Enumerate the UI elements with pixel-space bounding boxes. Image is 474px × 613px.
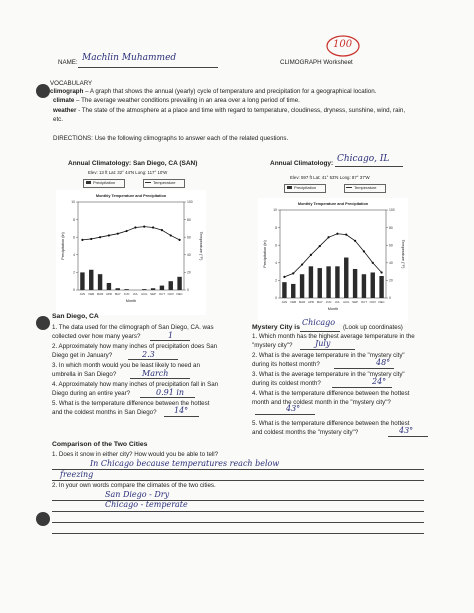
sd-q3-line1: 3. In which month would you be least likely to need an	[52, 362, 200, 369]
mc-q1-line1: 1. Which month has the highest average temperature in the	[252, 333, 415, 340]
y-tick-label: 8	[275, 225, 277, 230]
sd-a4: 0.91 in	[156, 388, 185, 397]
mc-a4: 43°	[286, 404, 301, 413]
precip-bar	[353, 269, 357, 298]
x-tick-label: MAR	[298, 300, 306, 304]
mc-q4-line2: month and the coldest month in the "mystery city"?	[252, 399, 391, 406]
vocab-climograph	[50, 88, 376, 96]
left-chart-title: Annual Climatology: San Diego, CA (SAN)	[68, 160, 198, 167]
vocabulary-heading: VOCABULARY	[50, 80, 93, 87]
directions: DIRECTIONS: Use the following climographs to answer each of the related questions.	[53, 135, 289, 142]
precip-bar	[318, 268, 322, 298]
temperature-point	[319, 245, 321, 247]
legend-temp-swatch	[145, 182, 151, 183]
x-tick-label: SEP	[352, 300, 358, 304]
hole-punch-middle	[36, 316, 50, 330]
temperature-point	[178, 239, 180, 241]
temperature-point	[161, 229, 163, 231]
comp-a2-line2-text: Chicago - temperate	[105, 500, 188, 509]
worksheet-title: CLIMOGRAPH Worksheet	[280, 59, 353, 66]
sd-a1: 1	[168, 331, 174, 340]
x-tick-label: MAY	[316, 300, 323, 304]
temperature-point	[363, 250, 365, 252]
temperature-point	[380, 271, 382, 273]
mc-a1: July	[315, 339, 331, 348]
sd-q5-line1: 5. What is the temperature difference between the hottest	[52, 400, 210, 407]
temperature-point	[81, 239, 83, 241]
temperature-point	[354, 240, 356, 242]
precip-bar	[160, 286, 164, 290]
x-tick-label: OCT	[360, 300, 367, 304]
x-axis-label: Month	[125, 299, 137, 303]
y-axis-label: Precipitation (in)	[61, 232, 65, 260]
y2-tick-label: 40	[389, 261, 393, 265]
climograph-definition: – A graph that shows the annual (yearly) cycle of temperature and precipitation for a geographical location.	[83, 88, 377, 95]
x-axis-label: Month	[327, 307, 339, 311]
mystery-heading: Mystery City is	[252, 324, 300, 331]
x-tick-label: APR	[307, 300, 314, 304]
mc-a2: 48°	[376, 358, 391, 367]
precip-bar	[326, 266, 330, 298]
chart-subtitle: Monthly Temperature and Precipitation	[95, 194, 167, 198]
precip-bar	[291, 284, 295, 298]
sd-q2-line2: Diego get in January?	[52, 352, 113, 359]
left-chart-legend	[83, 179, 193, 187]
legend-precip-label: Precipitation	[93, 180, 116, 185]
sd-q1-line1: 1. The data used for the climograph of San Diego, CA. was	[52, 324, 214, 331]
temperature-point	[143, 226, 145, 228]
temperature-point	[345, 234, 347, 236]
x-tick-label: MAY	[114, 292, 121, 296]
x-tick-label: NOV	[167, 292, 174, 296]
precip-bar	[124, 289, 128, 290]
x-tick-label: FEB	[88, 292, 95, 296]
temperature-point	[90, 238, 92, 240]
temperature-point	[125, 230, 127, 232]
precip-bar	[89, 270, 93, 290]
temperature-point	[99, 236, 101, 238]
legend-temp-label: Temperature	[153, 180, 176, 185]
mc-a3-line	[332, 387, 392, 388]
precip-bar	[300, 274, 304, 298]
temperature-point	[301, 263, 303, 265]
sd-q5-line2: and the coldest months in San Diego?	[52, 409, 157, 416]
left-climograph	[56, 190, 206, 315]
precip-bar	[80, 272, 84, 290]
y-axis-label: Precipitation (in)	[263, 240, 267, 268]
x-tick-label: APR	[105, 292, 112, 296]
legend-temp-label: Temperature	[354, 185, 377, 190]
temperature-point	[283, 276, 285, 278]
climate-term: climate	[53, 97, 75, 104]
x-tick-label: DEC	[378, 300, 385, 304]
right-chart-city: Chicago, IL	[337, 154, 390, 164]
precip-bar	[344, 258, 348, 298]
sd-q1-line2: collected over how many years?	[52, 333, 141, 340]
weather-definition: - The state of the atmosphere at a place and time with regard to temperature, cloudiness, dryness, sunshine, wind, rain,	[76, 107, 406, 114]
sd-q2-line1: 2. Approximately how many inches of precipitation does San	[52, 343, 218, 350]
x-tick-label: DEC	[176, 292, 183, 296]
y2-axis-label: Temperature (°F)	[401, 239, 405, 269]
y-tick-label: 8	[73, 217, 75, 222]
y2-tick-label: 60	[389, 243, 393, 248]
temperature-point	[108, 234, 110, 236]
y-tick-label: 4	[73, 253, 75, 257]
score-value: 100	[333, 39, 353, 50]
climograph-term: climograph	[50, 88, 84, 95]
sd-q3-line2: umbrella in San Diego?	[52, 371, 117, 378]
name-underline	[78, 67, 218, 68]
comp-a1-line2-text: freezing	[60, 470, 94, 479]
chart-subtitle: Monthly Temperature and Precipitation	[297, 202, 369, 206]
legend-precip-swatch	[86, 181, 91, 184]
mc-a2-line	[334, 368, 394, 369]
temperature-point	[292, 272, 294, 274]
mystery-city-underline	[300, 331, 340, 332]
y-tick-label: 0	[275, 296, 277, 301]
x-tick-label: JAN	[79, 292, 86, 296]
mc-a5-line	[388, 436, 428, 437]
comp-a1-line2	[52, 480, 424, 481]
legend-temp-swatch	[346, 187, 352, 188]
weather-term: weather	[53, 107, 77, 114]
vocab-climate	[53, 97, 300, 105]
y2-tick-label: 0	[187, 288, 189, 293]
y-tick-label: 10	[71, 200, 75, 205]
temperature-point	[134, 226, 136, 228]
y2-tick-label: 40	[187, 253, 191, 257]
precip-bar	[116, 288, 120, 290]
sd-q4-line1: 4. Approximately how many inches of precipitation fall in San	[52, 381, 219, 388]
y2-axis-label: Temperature (°F)	[199, 231, 203, 261]
weather-definition-cont: etc.	[53, 116, 63, 123]
comp-a2-line4	[52, 533, 424, 534]
mc-a3: 24°	[372, 377, 387, 386]
climate-definition: – The average weather conditions prevailing in an area over a long period of time.	[74, 97, 300, 104]
y-tick-label: 6	[73, 235, 75, 240]
vocab-weather	[53, 107, 405, 115]
sd-a5: 14°	[174, 406, 189, 415]
left-chart-stats: Elev: 13 ft Lat: 32° 44'N Long: 117° 10'W	[88, 170, 168, 175]
mc-q5-line1: 5. What is the temperature difference between the hottest	[252, 420, 410, 427]
chart-background	[258, 198, 408, 323]
student-name: Machlin Muhammed	[82, 53, 177, 63]
x-tick-label: JUL	[132, 292, 138, 296]
y2-tick-label: 20	[187, 270, 191, 275]
y-tick-label: 10	[273, 208, 277, 213]
precip-bar	[169, 281, 173, 290]
comp-a2-line3	[52, 522, 424, 523]
y-tick-label: 2	[275, 278, 277, 283]
comp-a1-line1-text: In Chicago because temperatures reach below	[90, 459, 280, 468]
precip-bar	[362, 274, 366, 298]
mc-a1-line	[300, 349, 355, 350]
mc-q4-line1: 4. What is the temperature difference between the hottest	[252, 390, 410, 397]
sd-a1-line	[150, 340, 190, 341]
x-tick-label: NOV	[369, 300, 376, 304]
precip-bar	[142, 289, 146, 290]
mc-a4-line	[255, 414, 315, 415]
x-tick-label: AUG	[141, 292, 148, 296]
comparison-heading: Comparison of the Two Cities	[52, 441, 148, 448]
mc-q2-line2: during its hottest month?	[252, 361, 320, 368]
sd-a5-line	[164, 416, 199, 417]
sd-a4-line	[140, 397, 195, 398]
y2-tick-label: 80	[187, 217, 191, 222]
comparison-q1: 1. Does it snow in either city? How would you be able to tell?	[52, 451, 219, 458]
hole-punch-bottom	[36, 512, 50, 526]
sd-a3-line	[130, 378, 190, 379]
chart-background	[56, 190, 206, 315]
temperature-point	[152, 226, 154, 228]
mc-q2-line1: 2. What is the average temperature in the "mystery city"	[252, 352, 405, 359]
precip-bar	[98, 274, 102, 290]
legend-precip-label: Precipitation	[294, 185, 317, 190]
y-tick-label: 2	[73, 270, 75, 275]
sd-a2: 2.3	[142, 350, 155, 359]
precip-bar	[371, 272, 375, 298]
x-tick-label: OCT	[158, 292, 165, 296]
precip-bar	[177, 277, 181, 290]
precip-bar	[107, 283, 111, 290]
precip-bar	[379, 276, 383, 298]
san-diego-heading: San Diego, CA	[52, 313, 99, 320]
comp-a1-line1	[52, 469, 424, 470]
y2-tick-label: 60	[187, 235, 191, 240]
hole-punch-top	[36, 84, 50, 98]
y-tick-label: 6	[275, 243, 277, 248]
comp-a2-line2	[52, 511, 424, 512]
precip-bar	[309, 266, 313, 298]
precip-bar	[151, 288, 155, 290]
mc-a5: 43°	[399, 426, 414, 435]
temperature-point	[336, 233, 338, 235]
y2-tick-label: 80	[389, 225, 393, 230]
name-label: NAME:	[58, 59, 78, 66]
sd-a2-line	[128, 359, 178, 360]
sd-a3: March	[142, 369, 169, 378]
x-tick-label: JUL	[334, 300, 340, 304]
x-tick-label: MAR	[96, 292, 104, 296]
y-tick-label: 4	[275, 261, 277, 265]
temperature-point	[327, 236, 329, 238]
x-tick-label: JAN	[281, 300, 288, 304]
x-tick-label: JUN	[325, 300, 332, 304]
temperature-point	[170, 234, 172, 236]
mc-q3-line1: 3. What is the average temperature in the "mystery city"	[252, 371, 405, 378]
mystery-note: (Look up coordinates)	[343, 324, 403, 331]
mc-q1-line2: "mystery city"?	[252, 342, 293, 349]
x-tick-label: JUN	[123, 292, 130, 296]
sd-q4-line2: Diego during an entire year?	[52, 390, 131, 397]
y2-tick-label: 20	[389, 278, 393, 283]
right-chart-stats: Elev: 597 ft Lat: 41° 53'N Long: 87° 37'W	[290, 175, 370, 180]
y-tick-label: 0	[73, 288, 75, 293]
temperature-point	[372, 262, 374, 264]
y2-tick-label: 0	[389, 296, 391, 301]
legend-precip-swatch	[287, 186, 292, 189]
right-chart-title: Annual Climatology:	[270, 160, 334, 167]
x-tick-label: SEP	[150, 292, 156, 296]
right-chart-legend	[284, 184, 394, 192]
precip-bar	[335, 266, 339, 298]
right-climograph	[258, 198, 408, 323]
comp-a2-line1-text: San Diego - Dry	[105, 490, 170, 499]
comparison-q2: 2. In your own words compare the climates of the two cities.	[52, 482, 216, 489]
temperature-point	[117, 233, 119, 235]
y2-tick-label: 100	[187, 200, 193, 205]
mc-q3-line2: during its coldest month?	[252, 380, 321, 387]
precip-bar	[282, 282, 286, 298]
mc-q5-line2: and coldest months the "mystery city"?	[252, 429, 359, 436]
mystery-city-name: Chicago	[302, 318, 336, 327]
y2-tick-label: 100	[389, 208, 395, 213]
temperature-point	[310, 254, 312, 256]
x-tick-label: AUG	[343, 300, 350, 304]
x-tick-label: FEB	[290, 300, 297, 304]
right-chart-city-underline	[335, 166, 403, 167]
